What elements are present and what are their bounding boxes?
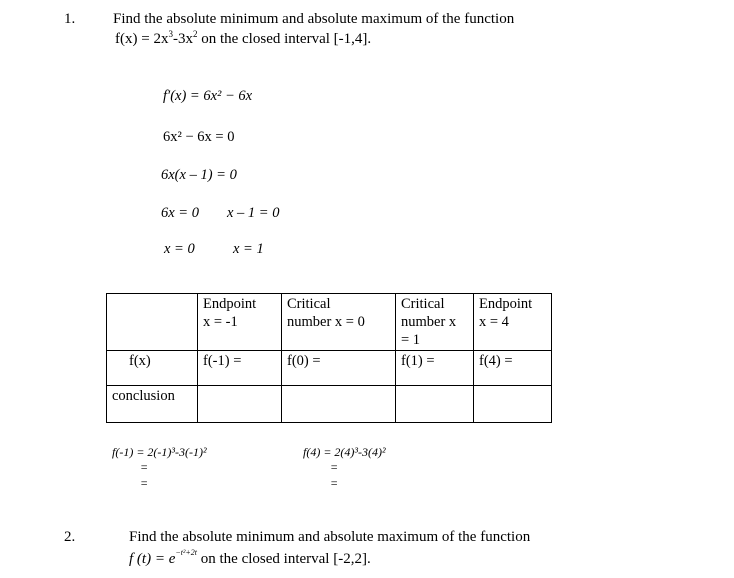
evaluation-table <box>106 293 552 423</box>
cell-conclusion-2 <box>282 386 396 423</box>
function-ft: f (t) = e <box>129 551 176 567</box>
problem-1-prompt-line2 <box>115 31 371 48</box>
work-right-eq-2: = <box>330 476 339 490</box>
function-part-b: -3x <box>172 31 193 47</box>
table-row-fx <box>107 351 552 386</box>
row-label-conclusion: conclusion <box>107 386 198 423</box>
row-label-fx: f(x) <box>107 351 198 386</box>
equation-a: 6x = 0 <box>161 205 199 221</box>
problem-1-prompt-line1: Find the absolute minimum and absolute maximum of the function <box>113 11 515 27</box>
header-cell-critical-1 <box>396 294 474 351</box>
header-line: x = -1 <box>203 314 238 330</box>
header-line: Critical <box>287 296 331 312</box>
equation-b: x – 1 = 0 <box>227 205 280 221</box>
cell-conclusion-4 <box>474 386 552 423</box>
solution-b: x = 1 <box>233 241 264 257</box>
header-line: Critical <box>401 296 445 312</box>
table-row-conclusion <box>107 386 552 423</box>
interval-text: on the closed interval [-1,4]. <box>197 31 372 47</box>
factored-step: 6x(x – 1) = 0 <box>161 167 237 183</box>
work-left-eq-2: = <box>140 476 149 490</box>
header-cell-empty <box>107 294 198 351</box>
header-cell-critical-0 <box>282 294 396 351</box>
cell-f-4: f(4) = <box>474 351 552 386</box>
cell-f-1: f(1) = <box>396 351 474 386</box>
work-left: f(-1) = 2(-1)³-3(-1)² <box>112 445 207 459</box>
cell-conclusion-3 <box>396 386 474 423</box>
header-line: number x = 0 <box>287 314 365 330</box>
solution-a: x = 0 <box>164 241 195 257</box>
problem-2-prompt-line1: Find the absolute minimum and absolute maximum of the function <box>129 529 531 545</box>
derivative-step: f′(x) = 6x² − 6x <box>163 88 253 104</box>
set-zero-step: 6x² − 6x = 0 <box>163 129 235 145</box>
cell-f-0: f(0) = <box>282 351 396 386</box>
function-exponent: −t²+2t <box>175 548 197 557</box>
header-line: Endpoint <box>203 296 257 312</box>
work-right-eq-1: = <box>330 460 339 474</box>
interval-text-2: on the closed interval [-2,2]. <box>197 551 371 567</box>
problem-2-number: 2. <box>64 529 76 545</box>
cell-f-neg1: f(-1) = <box>198 351 282 386</box>
function-part-a: f(x) = 2x <box>115 31 169 47</box>
exponent-3: 3 <box>168 29 173 39</box>
header-line: number x <box>401 314 457 330</box>
header-line: Endpoint <box>479 296 533 312</box>
table-header-row <box>107 294 552 351</box>
exponent-2: 2 <box>192 29 198 39</box>
header-cell-endpoint-right <box>474 294 552 351</box>
header-line: x = 4 <box>479 314 509 330</box>
header-cell-endpoint-left <box>198 294 282 351</box>
problem-2-prompt-line2 <box>129 548 371 568</box>
cell-conclusion-1 <box>198 386 282 423</box>
header-line: = 1 <box>401 332 421 348</box>
work-right: f(4) = 2(4)³-3(4)² <box>303 445 386 459</box>
work-left-eq-1: = <box>140 460 149 474</box>
problem-1-number: 1. <box>64 11 76 27</box>
